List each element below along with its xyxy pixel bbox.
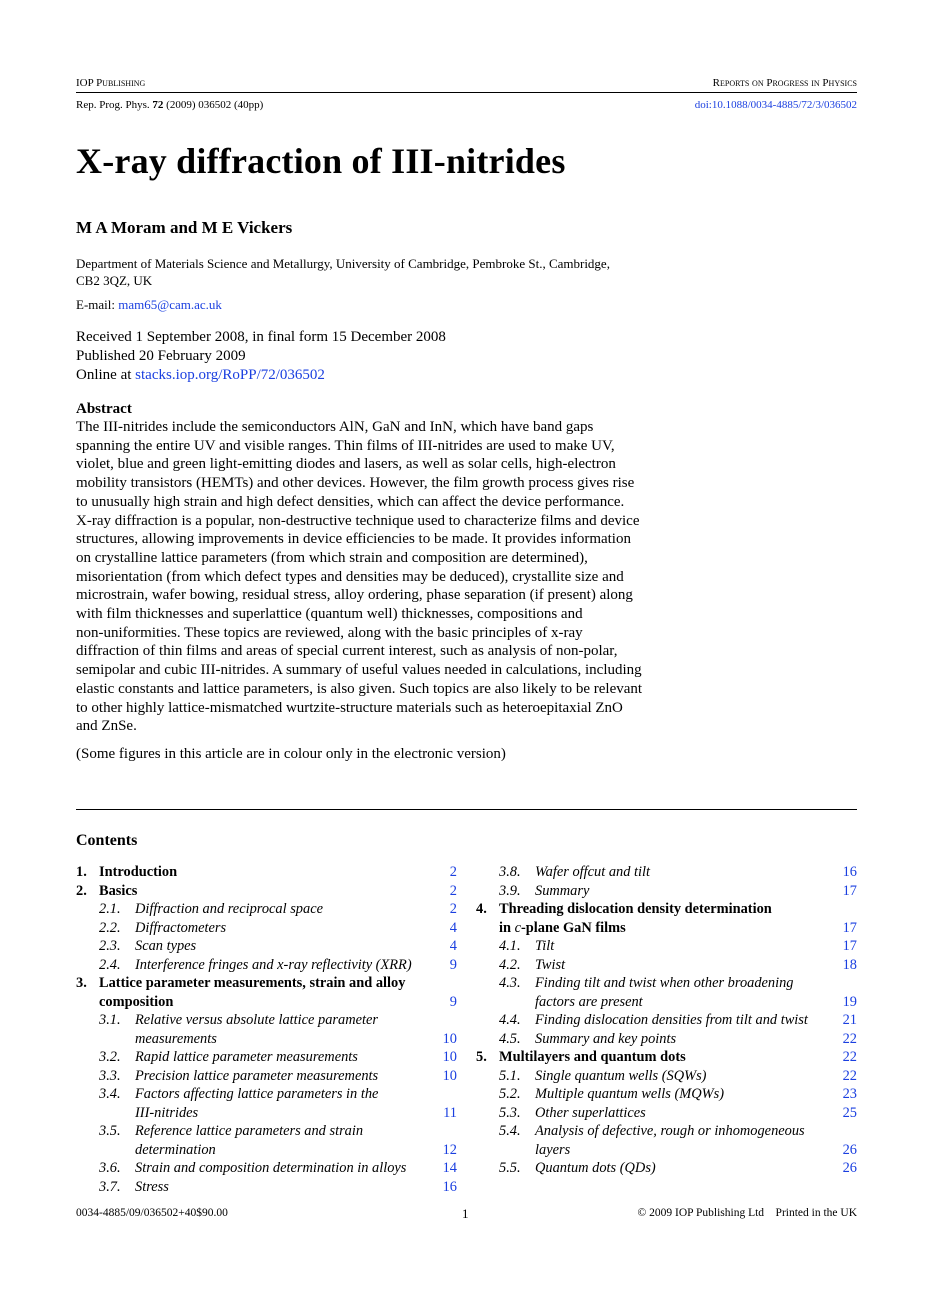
toc-entry-label[interactable]: Multiple quantum wells (MQWs) (535, 1086, 725, 1102)
toc-entry-label[interactable]: Interference fringes and x-ray reflectivity (XRR) (135, 956, 412, 973)
online-url-link[interactable]: stacks.iop.org/RoPP/72/036502 (135, 367, 325, 383)
toc-entry-number: 5.1. (499, 1067, 521, 1084)
toc-entry-number: 5.3. (499, 1104, 521, 1121)
toc-entry-label-continued[interactable]: in c-plane GaN films (499, 919, 626, 936)
toc-page-link[interactable]: 26 (842, 1141, 857, 1158)
email-block (76, 296, 222, 313)
contents-rule (76, 809, 857, 810)
printed-text: Printed in the UK (775, 1207, 857, 1219)
citation-volume: 72 (152, 99, 164, 111)
abstract-body (76, 418, 676, 736)
toc-page-link[interactable]: 23 (842, 1086, 857, 1102)
abstract-heading: Abstract (76, 401, 132, 417)
toc-entry-label-continued[interactable]: factors are present (535, 993, 643, 1010)
toc-entry-label[interactable]: Twist (535, 956, 566, 973)
toc-entry-number: 3.3. (99, 1067, 121, 1084)
colour-note: (Some figures in this article are in colour only in the electronic version) (76, 746, 506, 762)
toc-entry-label[interactable]: Summary and key points (535, 1030, 677, 1047)
toc-page-link[interactable]: 17 (842, 882, 857, 899)
toc-entry-label[interactable]: Single quantum wells (SQWs) (535, 1067, 707, 1084)
toc-entry-label[interactable]: Multilayers and quantum dots (499, 1049, 686, 1065)
toc-entry-label[interactable]: Stress (135, 1178, 169, 1195)
abstract-line: mobility transistors (HEMTs) and other devices. However, the film growth process gives rise (76, 475, 635, 492)
toc-right-column (476, 864, 857, 1194)
toc-page-link[interactable]: 22 (842, 1067, 857, 1084)
copyright-text: © 2009 IOP Publishing Ltd (637, 1207, 765, 1219)
toc-entry-label[interactable]: Factors affecting lattice parameters in the (135, 1086, 379, 1102)
journal-name: Reports on Progress in Physics (712, 77, 857, 89)
abstract-line: non-uniformities. These topics are reviewed, along with the basic principles of x-ray (76, 624, 583, 641)
publisher-name: IOP Publishing (76, 77, 146, 89)
toc-entry-label-continued[interactable]: III-nitrides (135, 1104, 199, 1121)
toc-page-link[interactable]: 10 (442, 1067, 457, 1084)
abstract-line: structures, allowing improvements in device efficiencies to be made. It provides information (76, 531, 631, 548)
toc-entry-number: 2.1. (99, 901, 121, 917)
toc-entry-number: 4. (476, 901, 487, 917)
toc-entry-number: 3.4. (99, 1086, 121, 1102)
toc-page-link[interactable]: 17 (842, 919, 857, 936)
toc-entry-label[interactable]: Relative versus absolute lattice parameter (135, 1012, 378, 1028)
toc-entry-number: 1. (76, 864, 87, 880)
contents-heading: Contents (76, 832, 138, 849)
toc-page-link[interactable]: 2 (449, 864, 457, 880)
toc-entry-label[interactable]: Precision lattice parameter measurements (135, 1067, 379, 1084)
footer-copyright (638, 1207, 857, 1219)
toc-entry-label[interactable]: Introduction (99, 864, 178, 880)
toc-page-link[interactable]: 12 (442, 1141, 457, 1158)
toc-entry-number: 3.7. (99, 1178, 121, 1195)
toc-page-link[interactable]: 25 (842, 1104, 857, 1121)
email-link[interactable]: mam65@cam.ac.uk (118, 297, 222, 312)
toc-entry-number: 4.2. (499, 956, 521, 973)
toc-left-column (76, 864, 457, 1194)
paper-title: X-ray diffraction of III-nitrides (76, 141, 566, 181)
toc-entry-number: 4.5. (499, 1030, 521, 1047)
toc-entry-label[interactable]: Diffractometers (135, 919, 227, 936)
abstract-line: The III-nitrides include the semiconductors AlN, GaN and InN, which have band gaps (76, 419, 594, 435)
abstract-line: diffraction of thin films and areas of special current interest, such as analysis of non-polar, (76, 643, 618, 660)
toc-page-link[interactable]: 18 (842, 956, 857, 973)
toc-page-link[interactable]: 10 (442, 1049, 457, 1065)
abstract-line: microstrain, wafer bowing, residual stress, alloy ordering, phase separation (if present) along (76, 587, 633, 604)
toc-entry-number: 5. (476, 1049, 487, 1065)
toc-entry-label[interactable]: Finding dislocation densities from tilt and twist (535, 1012, 808, 1028)
toc-page-link[interactable]: 16 (842, 864, 857, 880)
toc-page-link[interactable]: 4 (449, 919, 457, 936)
affiliation-line-1: Department of Materials Science and Metallurgy, University of Cambridge, Pembroke St., Cambridge, (76, 256, 610, 271)
online-line (76, 366, 325, 385)
toc-entry-label[interactable]: Analysis of defective, rough or inhomogeneous (535, 1123, 805, 1139)
toc-entry-label[interactable]: Tilt (535, 938, 555, 954)
toc-entry-number: 4.4. (499, 1012, 521, 1028)
toc-entry-number: 3.5. (99, 1123, 121, 1139)
citation-rest: (2009) 036502 (40pp) (166, 99, 264, 111)
toc-entry-number: 3. (76, 975, 87, 991)
toc-page-link[interactable]: 11 (443, 1104, 457, 1121)
toc-entry-number: 5.4. (499, 1123, 521, 1139)
toc-page-link[interactable]: 9 (449, 993, 457, 1010)
toc-page-link[interactable]: 2 (449, 901, 457, 917)
toc-entry-label[interactable]: Lattice parameter measurements, strain and alloy (99, 975, 406, 991)
abstract-line: to other highly lattice-mismatched wurtzite-structure materials such as heteroepitaxial ZnO (76, 699, 623, 716)
toc-entry-number: 3.2. (99, 1049, 121, 1065)
abstract-line: misorientation (from which defect types and densities may be deduced), crystallite size and (76, 568, 624, 585)
toc-entry-number: 5.2. (499, 1086, 521, 1102)
footer-code: 0034-4885/09/036502+40$90.00 (76, 1207, 228, 1219)
toc-page-link[interactable]: 26 (842, 1160, 857, 1176)
citation-prefix: Rep. Prog. Phys. (76, 99, 150, 111)
doi-link[interactable]: doi:10.1088/0034-4885/72/3/036502 (694, 99, 857, 111)
toc-entry-number: 3.9. (499, 882, 521, 899)
toc-entry-label[interactable]: Quantum dots (QDs) (535, 1160, 656, 1176)
toc-entry-label[interactable]: Finding tilt and twist when other broadening (535, 975, 794, 991)
header-rule (76, 92, 857, 93)
abstract-line: on crystalline lattice parameters (from which strain and composition are determined), (76, 549, 588, 566)
toc-entry-number: 2.3. (99, 938, 121, 954)
toc-entry-number: 3.8. (499, 864, 521, 880)
toc-entry-number: 5.5. (499, 1160, 521, 1176)
online-label: Online at (76, 367, 132, 383)
published-date: Published 20 February 2009 (76, 348, 246, 364)
toc-entry-number: 4.3. (499, 975, 521, 991)
toc-page-link[interactable]: 9 (449, 956, 457, 973)
abstract-line: with film thicknesses and superlattice (quantum well) thicknesses, compositions and (76, 606, 583, 623)
abstract-line: and ZnSe. (76, 718, 137, 735)
abstract-line: semipolar and cubic III-nitrides. A summary of useful values needed in calculations, including (76, 662, 642, 679)
page-number: 1 (462, 1206, 469, 1221)
toc-entry-label[interactable]: Scan types (135, 938, 197, 954)
toc-entry-number: 3.6. (99, 1160, 121, 1176)
toc-entry-label[interactable]: Other superlattices (535, 1104, 646, 1121)
toc-page-link[interactable]: 4 (449, 938, 457, 954)
abstract-line: to unusually high strain and high defect densities, which can affect the device performance. (76, 493, 625, 510)
toc-entry-label[interactable]: Wafer offcut and tilt (535, 864, 650, 880)
toc-page-link[interactable]: 2 (449, 882, 457, 899)
toc-entry-label[interactable]: Summary (535, 882, 590, 899)
toc-entry-number: 4.1. (499, 938, 521, 954)
toc-entry-label[interactable]: Threading dislocation density determination (499, 901, 772, 917)
toc-page-link[interactable]: 22 (842, 1030, 857, 1047)
toc-entry-label[interactable]: Diffraction and reciprocal space (135, 901, 323, 917)
toc-entry-label-continued[interactable]: determination (135, 1141, 216, 1158)
toc-page-link[interactable]: 22 (842, 1049, 857, 1065)
received-date: Received 1 September 2008, in final form 15 December 2008 (76, 329, 446, 345)
abstract-line: spanning the entire UV and visible ranges. Thin films of III-nitrides are used to make UV, (76, 437, 615, 454)
citation (76, 99, 263, 111)
email-label: E-mail: (76, 297, 115, 312)
toc-page-link[interactable]: 21 (842, 1012, 857, 1028)
toc-page-link[interactable]: 16 (442, 1178, 457, 1195)
abstract-line: elastic constants and lattice parameters, is also given. Such topics are also likely to be relevant (76, 680, 643, 697)
abstract-line: violet, blue and green light-emitting diodes and lasers, as well as solar cells, high-electron (76, 456, 616, 473)
abstract-line: X-ray diffraction is a popular, non-destructive technique used to characterize films and device (76, 512, 640, 529)
toc-entry-number: 2.4. (99, 956, 121, 973)
toc-page-link[interactable]: 14 (442, 1160, 457, 1176)
toc-entry-label[interactable]: Strain and composition determination in alloys (135, 1160, 407, 1176)
toc-entry-label[interactable]: Basics (99, 882, 138, 899)
toc-entry-number: 3.1. (99, 1012, 121, 1028)
toc-entry-label-continued[interactable]: measurements (135, 1030, 217, 1047)
toc-page-link[interactable]: 19 (842, 993, 857, 1010)
toc-entry-number: 2. (76, 882, 87, 899)
toc-entry-label-continued[interactable]: composition (99, 993, 174, 1010)
toc-entry-number: 2.2. (99, 919, 121, 936)
authors: M A Moram and M E Vickers (76, 218, 293, 237)
toc-entry-label[interactable]: Reference lattice parameters and strain (135, 1123, 364, 1139)
toc-page-link[interactable]: 17 (842, 938, 857, 954)
toc-entry-label[interactable]: Rapid lattice parameter measurements (135, 1049, 358, 1065)
toc-entry-label-continued[interactable]: layers (535, 1141, 571, 1158)
affiliation-line-2: CB2 3QZ, UK (76, 273, 153, 288)
toc-page-link[interactable]: 10 (442, 1030, 457, 1047)
